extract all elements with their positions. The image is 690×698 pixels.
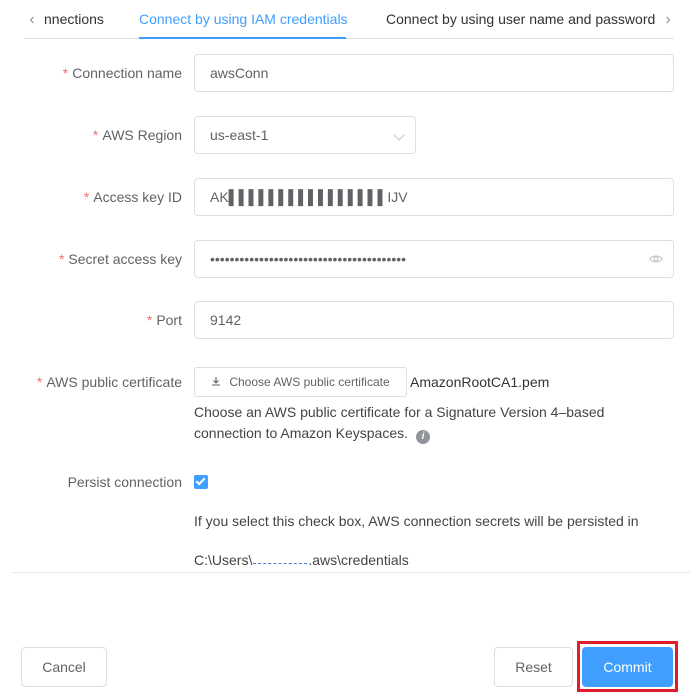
tabs-scroll-right-icon[interactable]: ›	[665, 11, 671, 28]
required-marker: *	[146, 312, 153, 328]
commit-button[interactable]: Commit	[582, 647, 673, 687]
certificate-help-text-content: Choose an AWS public certificate for a Signature Version 4–based connection to Amazon Keyspaces.	[194, 404, 605, 441]
access-key-id-label-text: Access key ID	[93, 189, 182, 205]
aws-public-certificate-label	[37, 374, 182, 390]
choose-certificate-button[interactable]	[194, 367, 407, 397]
port-label-text: Port	[156, 312, 182, 328]
port-label	[147, 312, 182, 328]
cancel-button[interactable]: Cancel	[21, 647, 107, 687]
required-marker: *	[92, 127, 99, 143]
form-divider	[12, 572, 690, 573]
persist-connection-checkbox[interactable]	[194, 475, 208, 489]
secret-access-key-label-text: Secret access key	[68, 251, 182, 267]
credentials-path-prefix: C:\Users\	[194, 552, 253, 568]
persist-connection-label: Persist connection	[67, 474, 182, 490]
tabs-divider	[24, 38, 674, 39]
credentials-path	[194, 552, 409, 568]
aws-region-select[interactable]	[194, 116, 416, 154]
aws-region-label	[93, 127, 182, 143]
aws-region-label-text: AWS Region	[102, 127, 182, 143]
connection-tabs	[0, 0, 690, 40]
chevron-down-icon	[393, 129, 404, 140]
connection-name-label	[63, 65, 182, 81]
tabs-scroll-left-icon[interactable]: ‹	[29, 11, 35, 28]
persist-connection-note: If you select this check box, AWS connection secrets will be persisted in	[194, 513, 639, 529]
eye-icon[interactable]	[649, 252, 663, 266]
connection-name-label-text: Connection name	[72, 65, 182, 81]
secret-access-key-label	[59, 251, 182, 267]
access-key-id-input[interactable]: AK▌▌▌▌▌▌▌▌▌▌▌▌▌▌▌▌IJV	[194, 178, 674, 216]
tab-active-indicator	[139, 37, 346, 39]
secret-access-key-input[interactable]	[194, 240, 674, 278]
required-marker: *	[58, 251, 65, 267]
required-marker: *	[62, 65, 69, 81]
required-marker: *	[36, 374, 43, 390]
tab-username-password[interactable]: Connect by using user name and password	[386, 11, 656, 27]
certificate-help-text	[194, 402, 634, 444]
tab-connections[interactable]: nnections	[44, 11, 104, 27]
download-icon	[211, 376, 221, 386]
choose-certificate-label: Choose AWS public certificate	[229, 375, 390, 389]
reset-button[interactable]: Reset	[494, 647, 573, 687]
certificate-file-name: AmazonRootCA1.pem	[410, 374, 550, 390]
connection-name-input[interactable]: awsConn	[194, 54, 674, 92]
tab-iam-credentials[interactable]: Connect by using IAM credentials	[139, 11, 348, 27]
credentials-path-suffix: .aws\credentials	[308, 552, 409, 568]
access-key-id-label	[84, 189, 182, 205]
secret-access-key-value: ••••••••••••••••••••••••••••••••••••••••	[210, 251, 407, 267]
required-marker: *	[83, 189, 90, 205]
aws-region-value: us-east-1	[210, 127, 269, 143]
redacted-username	[253, 557, 307, 564]
info-icon[interactable]: i	[416, 430, 430, 444]
port-input[interactable]: 9142	[194, 301, 674, 339]
aws-public-certificate-label-text: AWS public certificate	[46, 374, 182, 390]
